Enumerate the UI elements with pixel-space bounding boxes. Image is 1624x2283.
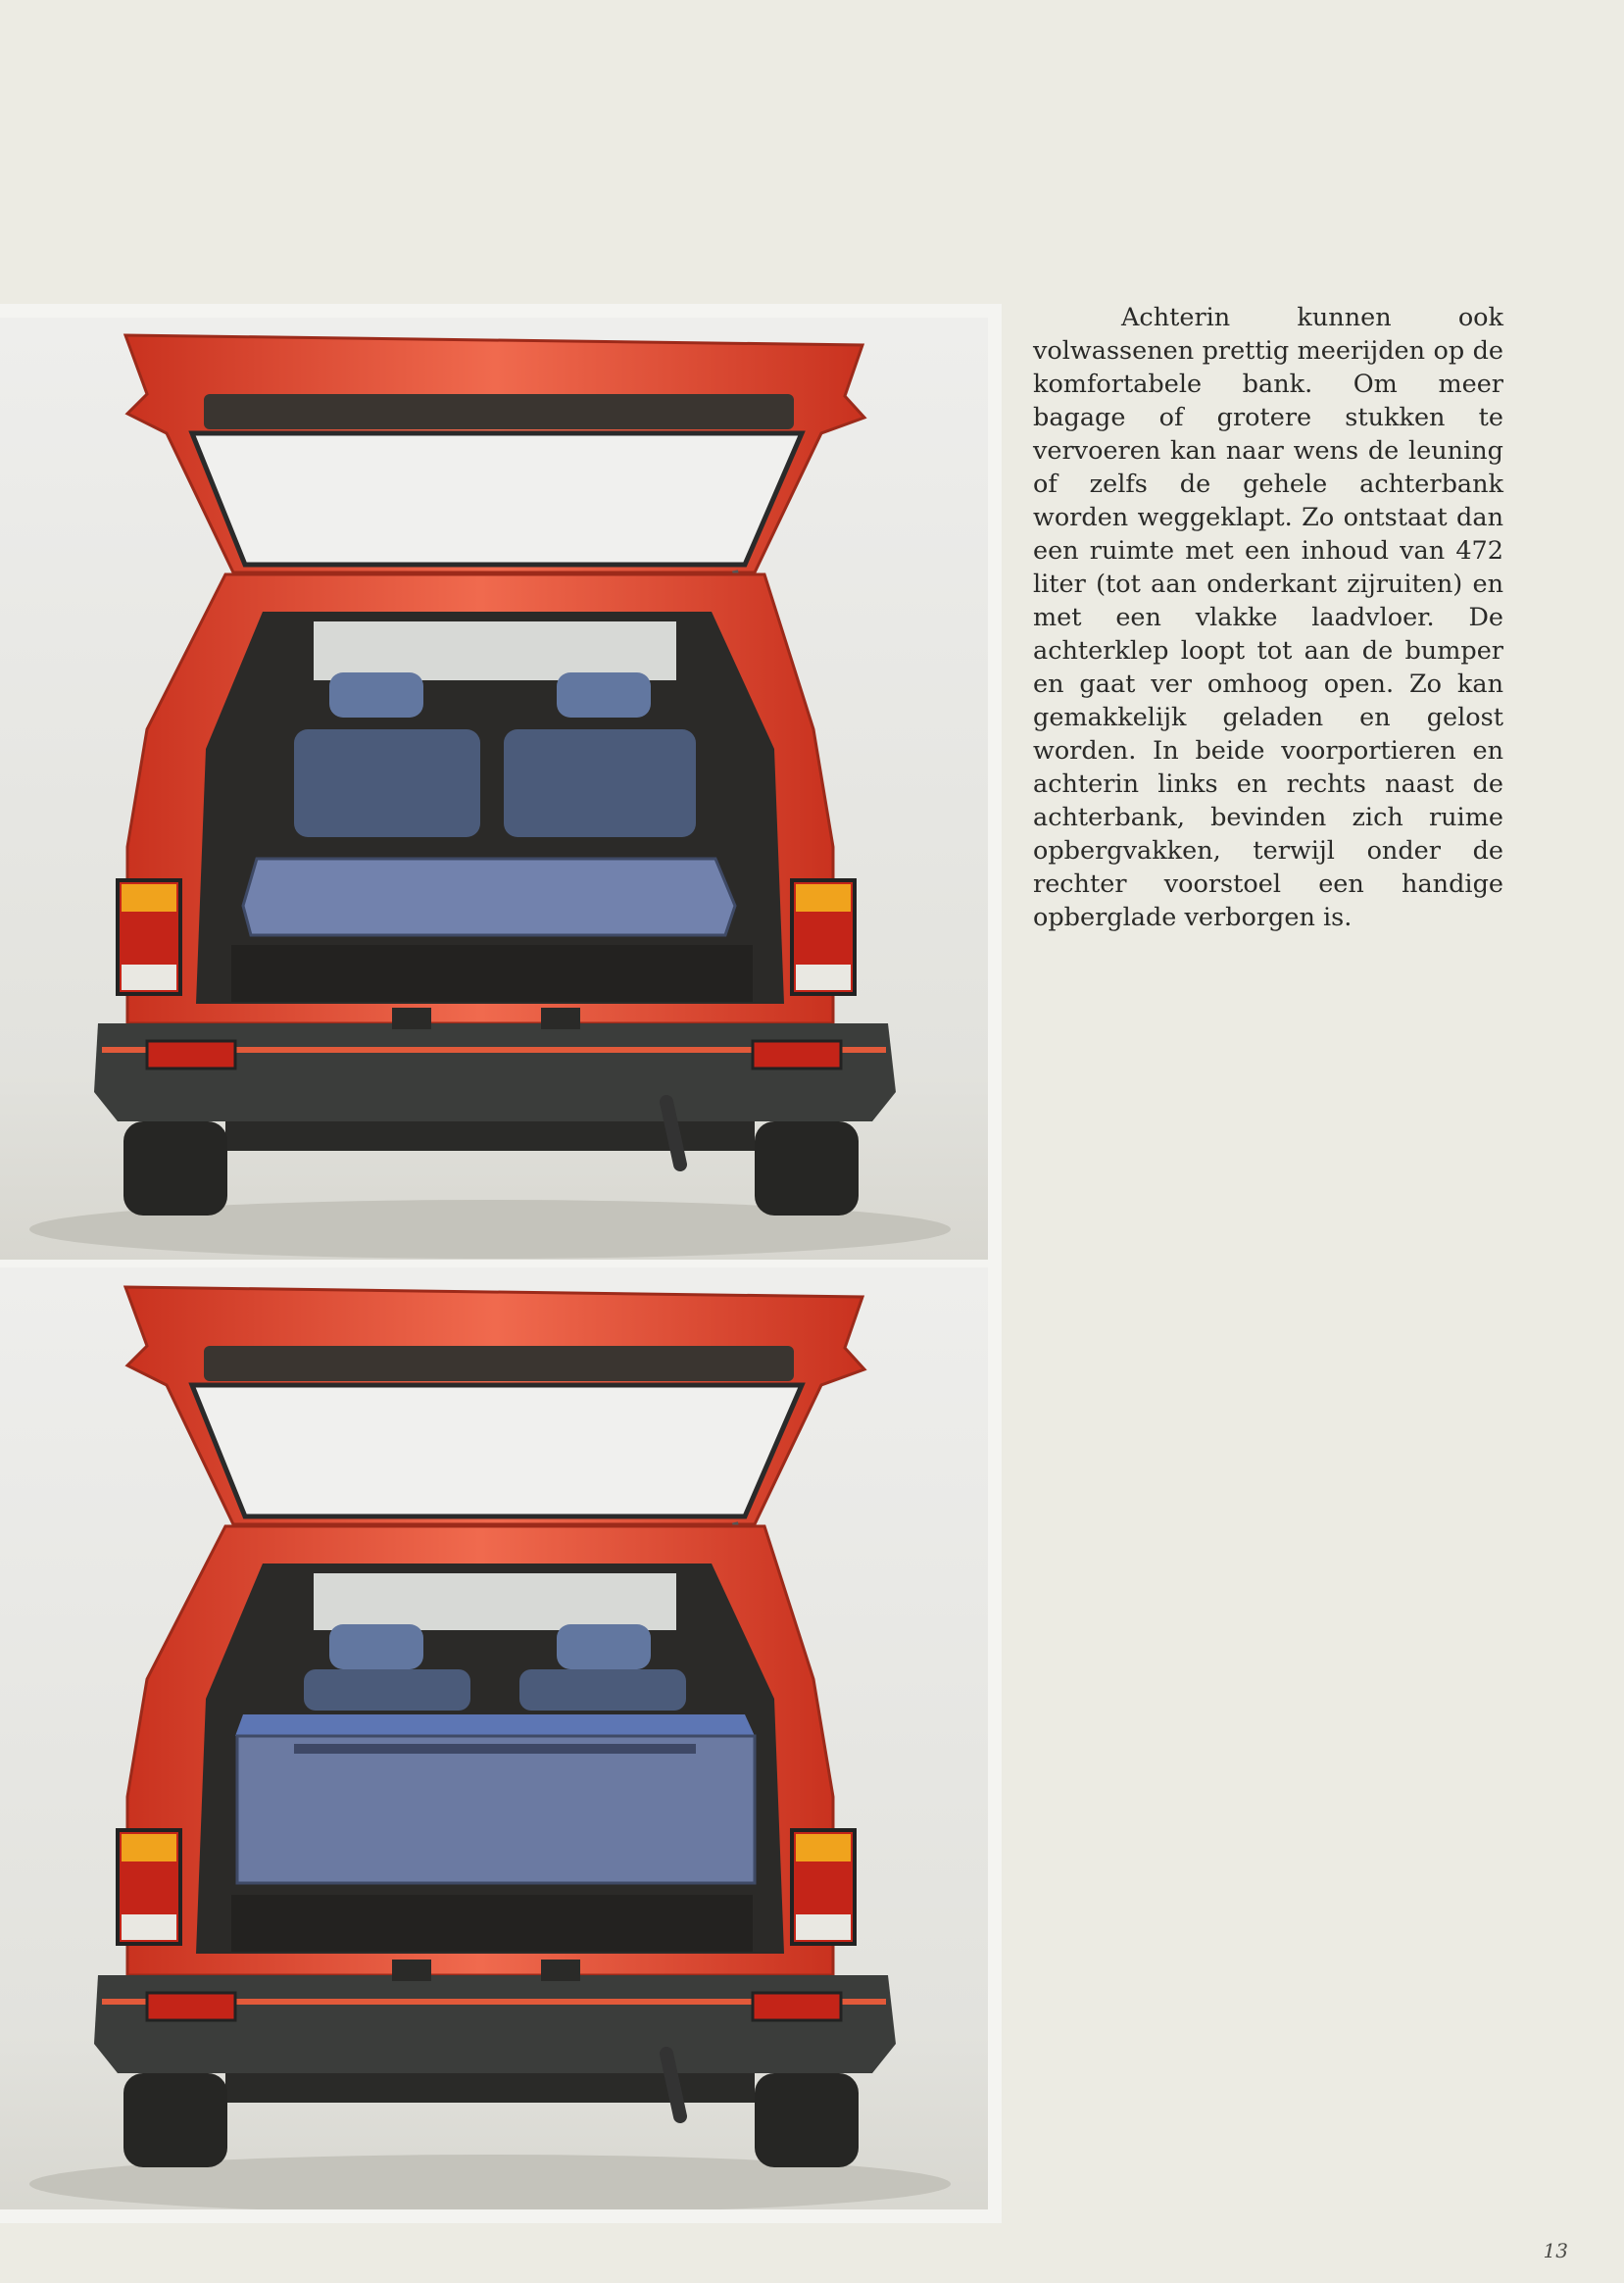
- page-number: 13: [1543, 2239, 1568, 2262]
- photo-rear-seat-folded: [0, 1260, 1002, 2223]
- body-paragraph: Achterin kunnen ook volwassenen prettig meerijden op de komfortabele bank. Om meer bagage of grotere stukken te vervoeren kan naar wens de leuning of zelfs de gehele achterbank worden weggeklapt. Zo ontstaat dan een ruimte met een inhoud van 472 liter (tot aan onderkant zijruiten) en met een vlakke laadvloer. De achterklep loopt tot aan de bumper en gaat ver omhoog open. Zo kan gemakkelijk geladen en gelost worden. In beide voorportieren en achterin links en rechts naast de achterbank, bevinden zich ruime opbergvakken, terwijl onder de rechter voorstoel een handige opberglade verborgen is.: [1033, 303, 1503, 932]
- car-rear-folded-illustration: [0, 1267, 988, 2223]
- car-rear-illustration: [0, 318, 988, 1262]
- photo-rear-seat-upright: [0, 304, 1002, 1262]
